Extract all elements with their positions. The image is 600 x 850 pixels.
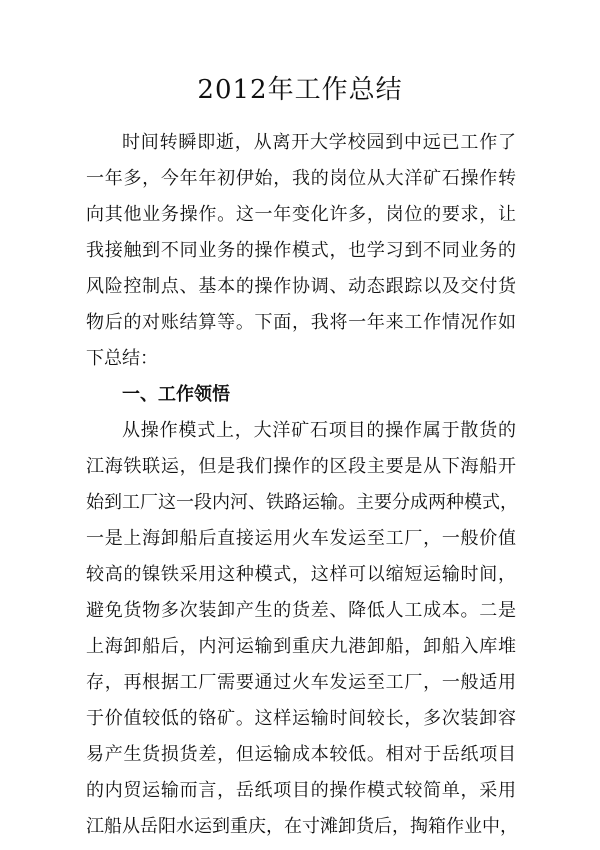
section-paragraph: [86, 413, 516, 845]
paragraph-line: 避免货物多次装卸产生的货差、降低人工成本。二是: [86, 600, 516, 621]
intro-paragraph: [86, 125, 516, 377]
paragraph-line: 江海铁联运，但是我们操作的区段主要是从下海船开: [86, 456, 516, 477]
paragraph-line: 始到工厂这一段内河、铁路运输。主要分成两种模式，: [86, 492, 518, 513]
paragraph-line: 较高的镍铁采用这种模式，这样可以缩短运输时间，: [86, 564, 516, 585]
paragraph-line: 于价值较低的铬矿。这样运输时间较长，多次装卸容: [86, 708, 516, 729]
paragraph-line: 向其他业务操作。这一年变化许多，岗位的要求，让: [86, 204, 516, 225]
paragraph-line: 上海卸船后，内河运输到重庆九港卸船，卸船入库堆: [86, 636, 516, 657]
paragraph-line: 物后的对账结算等。下面，我将一年来工作情况作如: [86, 312, 516, 333]
paragraph-line: 一是上海卸船后直接运用火车发运至工厂，一般价值: [86, 528, 516, 549]
paragraph-line: 江船从岳阳水运到重庆，在寸滩卸货后，掏箱作业中，: [86, 816, 518, 837]
document-title: 2012年工作总结: [197, 75, 403, 105]
document-body: [86, 125, 516, 845]
paragraph-line: 下总结：: [86, 348, 158, 369]
paragraph-line: 从操作模式上，大洋矿石项目的操作属于散货的: [122, 420, 516, 441]
section-heading: 一、工作领悟: [122, 384, 230, 405]
paragraph-line: 一年多，今年年初伊始，我的岗位从大洋矿石操作转: [86, 168, 516, 189]
paragraph-line: 我接触到不同业务的操作模式，也学习到不同业务的: [86, 240, 516, 261]
paragraph-line: 风险控制点、基本的操作协调、动态跟踪以及交付货: [86, 276, 516, 297]
paragraph-line: 易产生货损货差，但运输成本较低。相对于岳纸项目: [86, 744, 516, 765]
paragraph-line: 存，再根据工厂需要通过火车发运至工厂，一般适用: [86, 672, 516, 693]
paragraph-line: 时间转瞬即逝，从离开大学校园到中远已工作了: [122, 132, 516, 153]
paragraph-line: 的内贸运输而言，岳纸项目的操作模式较简单，采用: [86, 780, 516, 801]
